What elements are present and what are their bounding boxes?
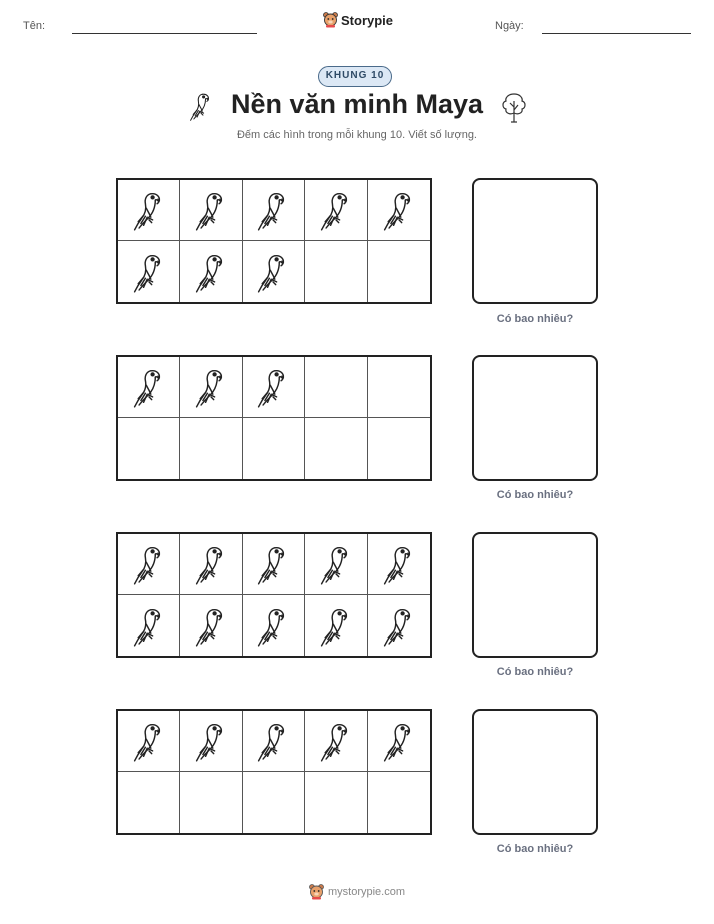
- footer: [0, 884, 714, 900]
- ten-frame-3: [116, 532, 432, 658]
- frame-cell: [305, 772, 367, 833]
- parrot-icon: [381, 604, 417, 648]
- frame-cell: [368, 180, 430, 241]
- parrot-icon: [381, 542, 417, 586]
- brand-name: Storypie: [341, 12, 394, 28]
- frame-cell: [243, 180, 305, 241]
- brand-logo: [323, 12, 393, 28]
- name-line[interactable]: [72, 33, 257, 34]
- parrot-icon: [131, 250, 167, 294]
- frame-cell: [305, 180, 367, 241]
- frame-cell: [243, 418, 305, 479]
- parrot-icon: [255, 188, 291, 232]
- date-label: Ngày:: [495, 20, 524, 32]
- frame-cell: [180, 772, 242, 833]
- frame-cell: [180, 241, 242, 302]
- frame-cell: [368, 711, 430, 772]
- ten-frame-2: [116, 355, 432, 481]
- frame-cell: [368, 418, 430, 479]
- frame-cell: [118, 595, 180, 656]
- tree-icon: [500, 91, 528, 123]
- frame-cell: [368, 241, 430, 302]
- parrot-icon: [193, 604, 229, 648]
- frame-cell: [243, 241, 305, 302]
- answer-box-3[interactable]: [472, 532, 598, 658]
- parrot-icon: [381, 719, 417, 763]
- question-label-2: Có bao nhiêu?: [496, 489, 574, 501]
- parrot-icon: [131, 604, 167, 648]
- parrot-icon: [381, 188, 417, 232]
- frame-cell: [368, 534, 430, 595]
- question-label-4: Có bao nhiêu?: [496, 843, 574, 855]
- frame-cell: [118, 711, 180, 772]
- frame-cell: [305, 357, 367, 418]
- instructions: Đếm các hình trong mỗi khung 10. Viết số lượng.: [236, 129, 477, 141]
- parrot-icon: [255, 365, 291, 409]
- frame-cell: [118, 534, 180, 595]
- page-title: Nền văn minh Maya: [230, 89, 484, 119]
- parrot-icon: [131, 719, 167, 763]
- frame-cell: [118, 418, 180, 479]
- parrot-icon: [131, 542, 167, 586]
- parrot-icon: [255, 719, 291, 763]
- parrot-icon: [318, 719, 354, 763]
- parrot-icon: [193, 719, 229, 763]
- frame-cell: [368, 772, 430, 833]
- frame-cell: [180, 180, 242, 241]
- parrot-icon: [131, 188, 167, 232]
- frame-cell: [305, 711, 367, 772]
- parrot-icon: [255, 604, 291, 648]
- frame-cell: [180, 418, 242, 479]
- frame-cell: [305, 418, 367, 479]
- parrot-icon: [131, 365, 167, 409]
- frame-cell: [118, 357, 180, 418]
- footer-url: mystorypie.com: [327, 886, 406, 898]
- frame-cell: [180, 357, 242, 418]
- frame-cell: [118, 180, 180, 241]
- frame-cell: [243, 595, 305, 656]
- parrot-icon: [255, 250, 291, 294]
- parrot-icon: [193, 542, 229, 586]
- frame-cell: [243, 772, 305, 833]
- answer-box-4[interactable]: [472, 709, 598, 835]
- date-line[interactable]: [542, 33, 691, 34]
- frame-cell: [243, 534, 305, 595]
- frame-cell: [368, 357, 430, 418]
- frame-cell: [243, 711, 305, 772]
- frame-cell: [118, 241, 180, 302]
- bear-logo-icon: [309, 884, 324, 900]
- answer-box-1[interactable]: [472, 178, 598, 304]
- bear-logo-icon: [323, 12, 338, 28]
- parrot-icon: [318, 542, 354, 586]
- frame-cell: [305, 595, 367, 656]
- answer-box-2[interactable]: [472, 355, 598, 481]
- parrot-icon: [318, 604, 354, 648]
- name-label: Tên:: [23, 20, 46, 32]
- parrot-icon: [193, 188, 229, 232]
- ten-frame-badge: KHUNG 10: [318, 66, 392, 87]
- frame-cell: [180, 595, 242, 656]
- parrot-icon: [318, 188, 354, 232]
- parrot-icon: [193, 365, 229, 409]
- frame-cell: [368, 595, 430, 656]
- question-label-1: Có bao nhiêu?: [496, 313, 574, 325]
- frame-cell: [180, 534, 242, 595]
- frame-cell: [305, 241, 367, 302]
- frame-cell: [118, 772, 180, 833]
- frame-cell: [180, 711, 242, 772]
- frame-cell: [243, 357, 305, 418]
- ten-frame-1: [116, 178, 432, 304]
- ten-frame-4: [116, 709, 432, 835]
- parrot-icon: [255, 542, 291, 586]
- frame-cell: [305, 534, 367, 595]
- parrot-icon: [193, 250, 229, 294]
- question-label-3: Có bao nhiêu?: [496, 666, 574, 678]
